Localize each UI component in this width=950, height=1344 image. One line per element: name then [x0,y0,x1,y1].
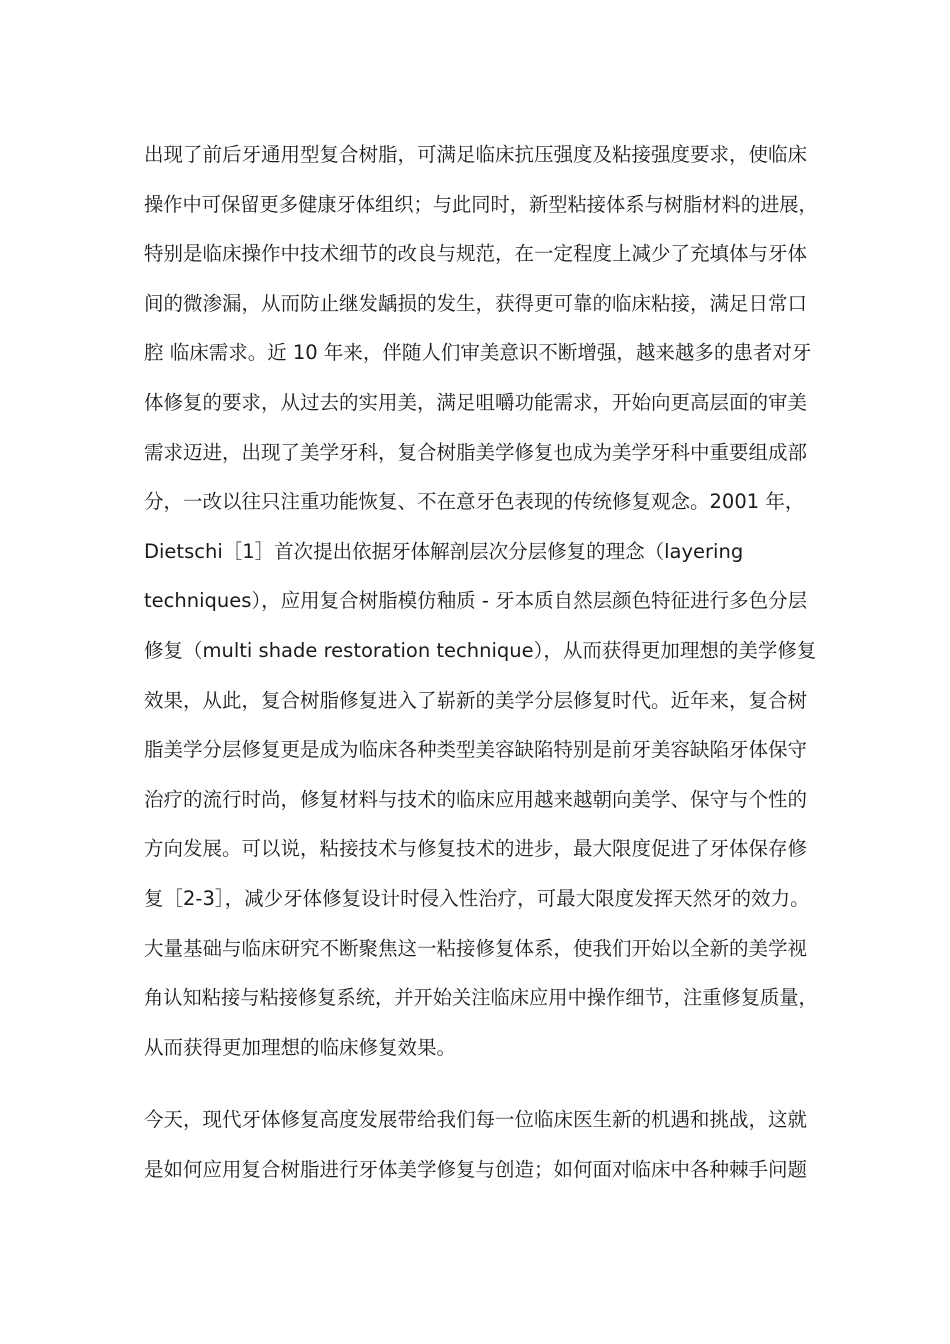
text-line: 从而获得更加理想的临床修复效果。 [144,1035,457,1059]
text-line: 方向发展。可以说，粘接技术与修复技术的进步，最大限度促进了牙体保存修 [144,837,808,861]
text-line: 效果，从此，复合树脂修复进入了崭新的美学分层修复时代。近年来，复合树 [144,688,808,712]
text-line: 特别是临床操作中技术细节的改良与规范，在一定程度上减少了充填体与牙体 [144,242,808,266]
text-line: 脂美学分层修复更是成为临床各种类型美容缺陷特别是前牙美容缺陷牙体保守 [144,738,808,762]
body-paragraph-1 [144,130,824,1072]
text-line: 修复（multi shade restoration technique），从而获得更加理想的美学修复 [144,638,817,662]
text-line: 间的微渗漏，从而防止继发龋损的发生，获得更可靠的临床粘接，满足日常口 [144,291,808,315]
text-line: 分，一改以往只注重功能恢复、不在意牙色表现的传统修复观念。2001 年， [144,490,805,514]
text-line: 治疗的流行时尚，修复材料与技术的临床应用越来越朝向美学、保守与个性的 [144,787,808,811]
text-line: 腔 临床需求。近 10 年来，伴随人们审美意识不断增强，越来越多的患者对牙 [144,341,812,365]
text-line: 需求迈进，出现了美学牙科，复合树脂美学修复也成为美学牙科中重要组成部 [144,440,808,464]
text-line: 体修复的要求，从过去的实用美，满足咀嚼功能需求，开始向更高层面的审美 [144,390,808,414]
text-line: 今天，现代牙体修复高度发展带给我们每一位临床医生新的机遇和挑战，这就 [144,1108,808,1131]
text-line: 复［2-3］，减少牙体修复设计时侵入性治疗，可最大限度发挥天然牙的效力。 [144,886,810,910]
text-line: 出现了前后牙通用型复合树脂，可满足临床抗压强度及粘接强度要求，使临床 [144,143,808,166]
text-line: 大量基础与临床研究不断聚焦这一粘接修复体系，使我们开始以全新的美学视 [144,936,808,960]
body-paragraph-2 [144,1095,824,1194]
text-line: techniques），应用复合树脂模仿釉质 - 牙本质自然层颜色特征进行多色分层 [144,589,808,613]
text-line: 是如何应用复合树脂进行牙体美学修复与创造；如何面对临床中各种棘手问题 [144,1157,808,1181]
text-line: Dietschi［1］首次提出依据牙体解剖层次分层修复的理念（layering [144,539,744,563]
text-line: 操作中可保留更多健康牙体组织；与此同时，新型粘接体系与树脂材料的进展， [144,192,818,216]
text-line: 角认知粘接与粘接修复系统，并开始关注临床应用中操作细节，注重修复质量， [144,986,818,1010]
